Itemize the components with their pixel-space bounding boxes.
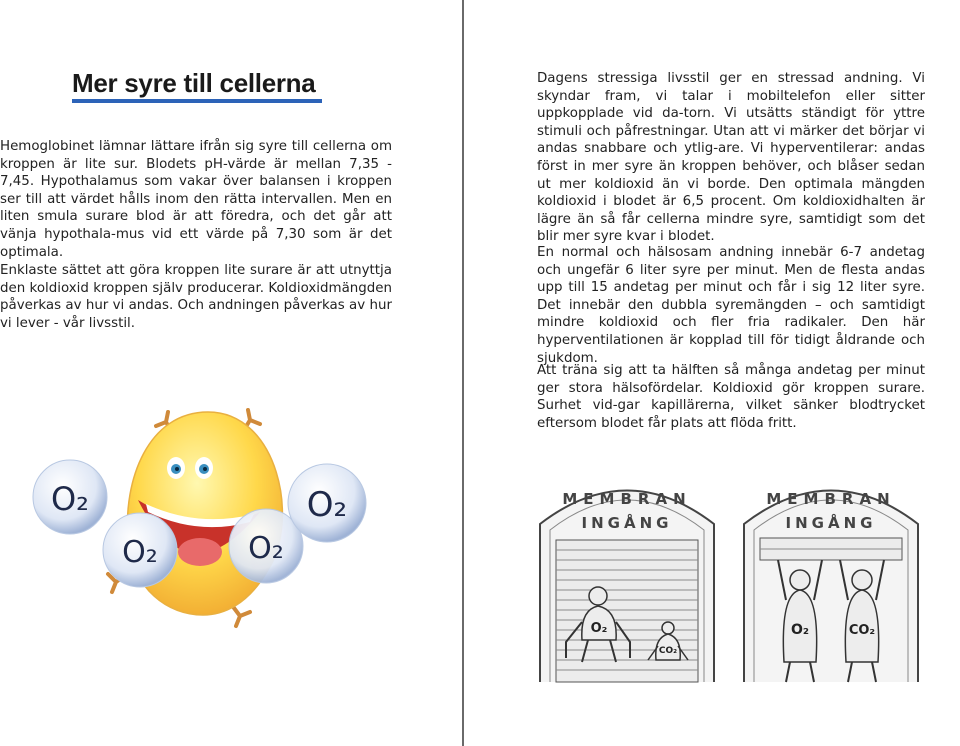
o2-label: O₂ [590,621,608,636]
co2-label: CO₂ [848,623,876,638]
right-paragraph-1: Dagens stressiga livsstil ger en stressad andning. Vi skyndar fram, vi talar i mobiltelefon eller sitter uppkopplade vid da-torn. Vi utsätts ständigt för yttre stimuli och påfrestningar. Utan att vi märker det börjar vi andas snabbare och ytlig-are. Vi hyperventilerar: andas först in mer syre än kroppen behöver, och blåser sedan ut mer koldioxid än vi borde. Den optimala mängden koldioxid i blodet är 6,5 procent. Om koldioxidhalten är lägre än så får cellerna mindre syre, samtidigt som det blir mer syre kvar i blodet. [537,71,925,245]
oxygen-bubble [103,513,177,587]
arch-top-label: MEMBRAN [562,490,692,508]
right-paragraph-2: En normal och hälsosam andning innebär 6-7 andetag och ungefär 6 liter syre per minut. Men de flesta andas upp till 15 andetag per minut och får i sig 12 liter syre. Det innebär den dubbla syremängden – och samtidigt mindre koldioxid och fler fria radikaler. Den här hyperventilationen är kopplad till för tidigt åldrande och sjukdom. [537,245,925,366]
membrane-gate-open [744,490,918,682]
co2-label: CO₂ [658,646,678,656]
page-divider [462,0,464,746]
membrane-gate-illustration [532,462,927,692]
arch-bottom-label: INGÅNG [581,514,673,532]
cell-with-oxygen-illustration [28,400,368,660]
oxygen-bubble [33,460,107,534]
right-paragraph-3: Att träna sig att ta hälften så många andetag per minut ger stora hälsofördelar. Koldioxid gör kroppen surare. Surhet vid-gar kapillärerna, vilket sänker blodtrycket eftersom blodet får plats att flöda fritt. [537,363,925,431]
o2-label: O₂ [790,622,810,638]
page-title: Mer syre till cellerna [72,68,316,98]
bubble-label: O₂ [122,535,158,570]
membrane-gate-closed [540,490,714,682]
arch-top-label: MEMBRAN [766,490,896,508]
title-underline [72,99,322,103]
bubble-label: O₂ [50,480,90,518]
left-paragraph-2: Enklaste sättet att göra kroppen lite surare är att utnyttja den koldioxid kroppen själv producerar. Koldioxidmängden påverkas av hur vi andas. Och andningen påverkas av hur vi lever - vår livsstil. [0,263,392,331]
left-paragraph-1: Hemoglobinet lämnar lättare ifrån sig syre till cellerna om kroppen är lite sur. Blodets pH-värde är mellan 7,35 - 7,45. Hypothalamus som vakar över balansen i kroppen ser till att värdet hålls inom den rätta intervallen. Men en liten smula surare blod är att föredra, och det går att vänja hypothala-mus vid ett värde på 7,30 som är det optimala. [0,139,392,260]
bubble-label: O₂ [306,485,348,525]
bubble-label: O₂ [248,531,284,566]
arch-bottom-label: INGÅNG [785,514,877,532]
oxygen-bubble [288,464,366,542]
